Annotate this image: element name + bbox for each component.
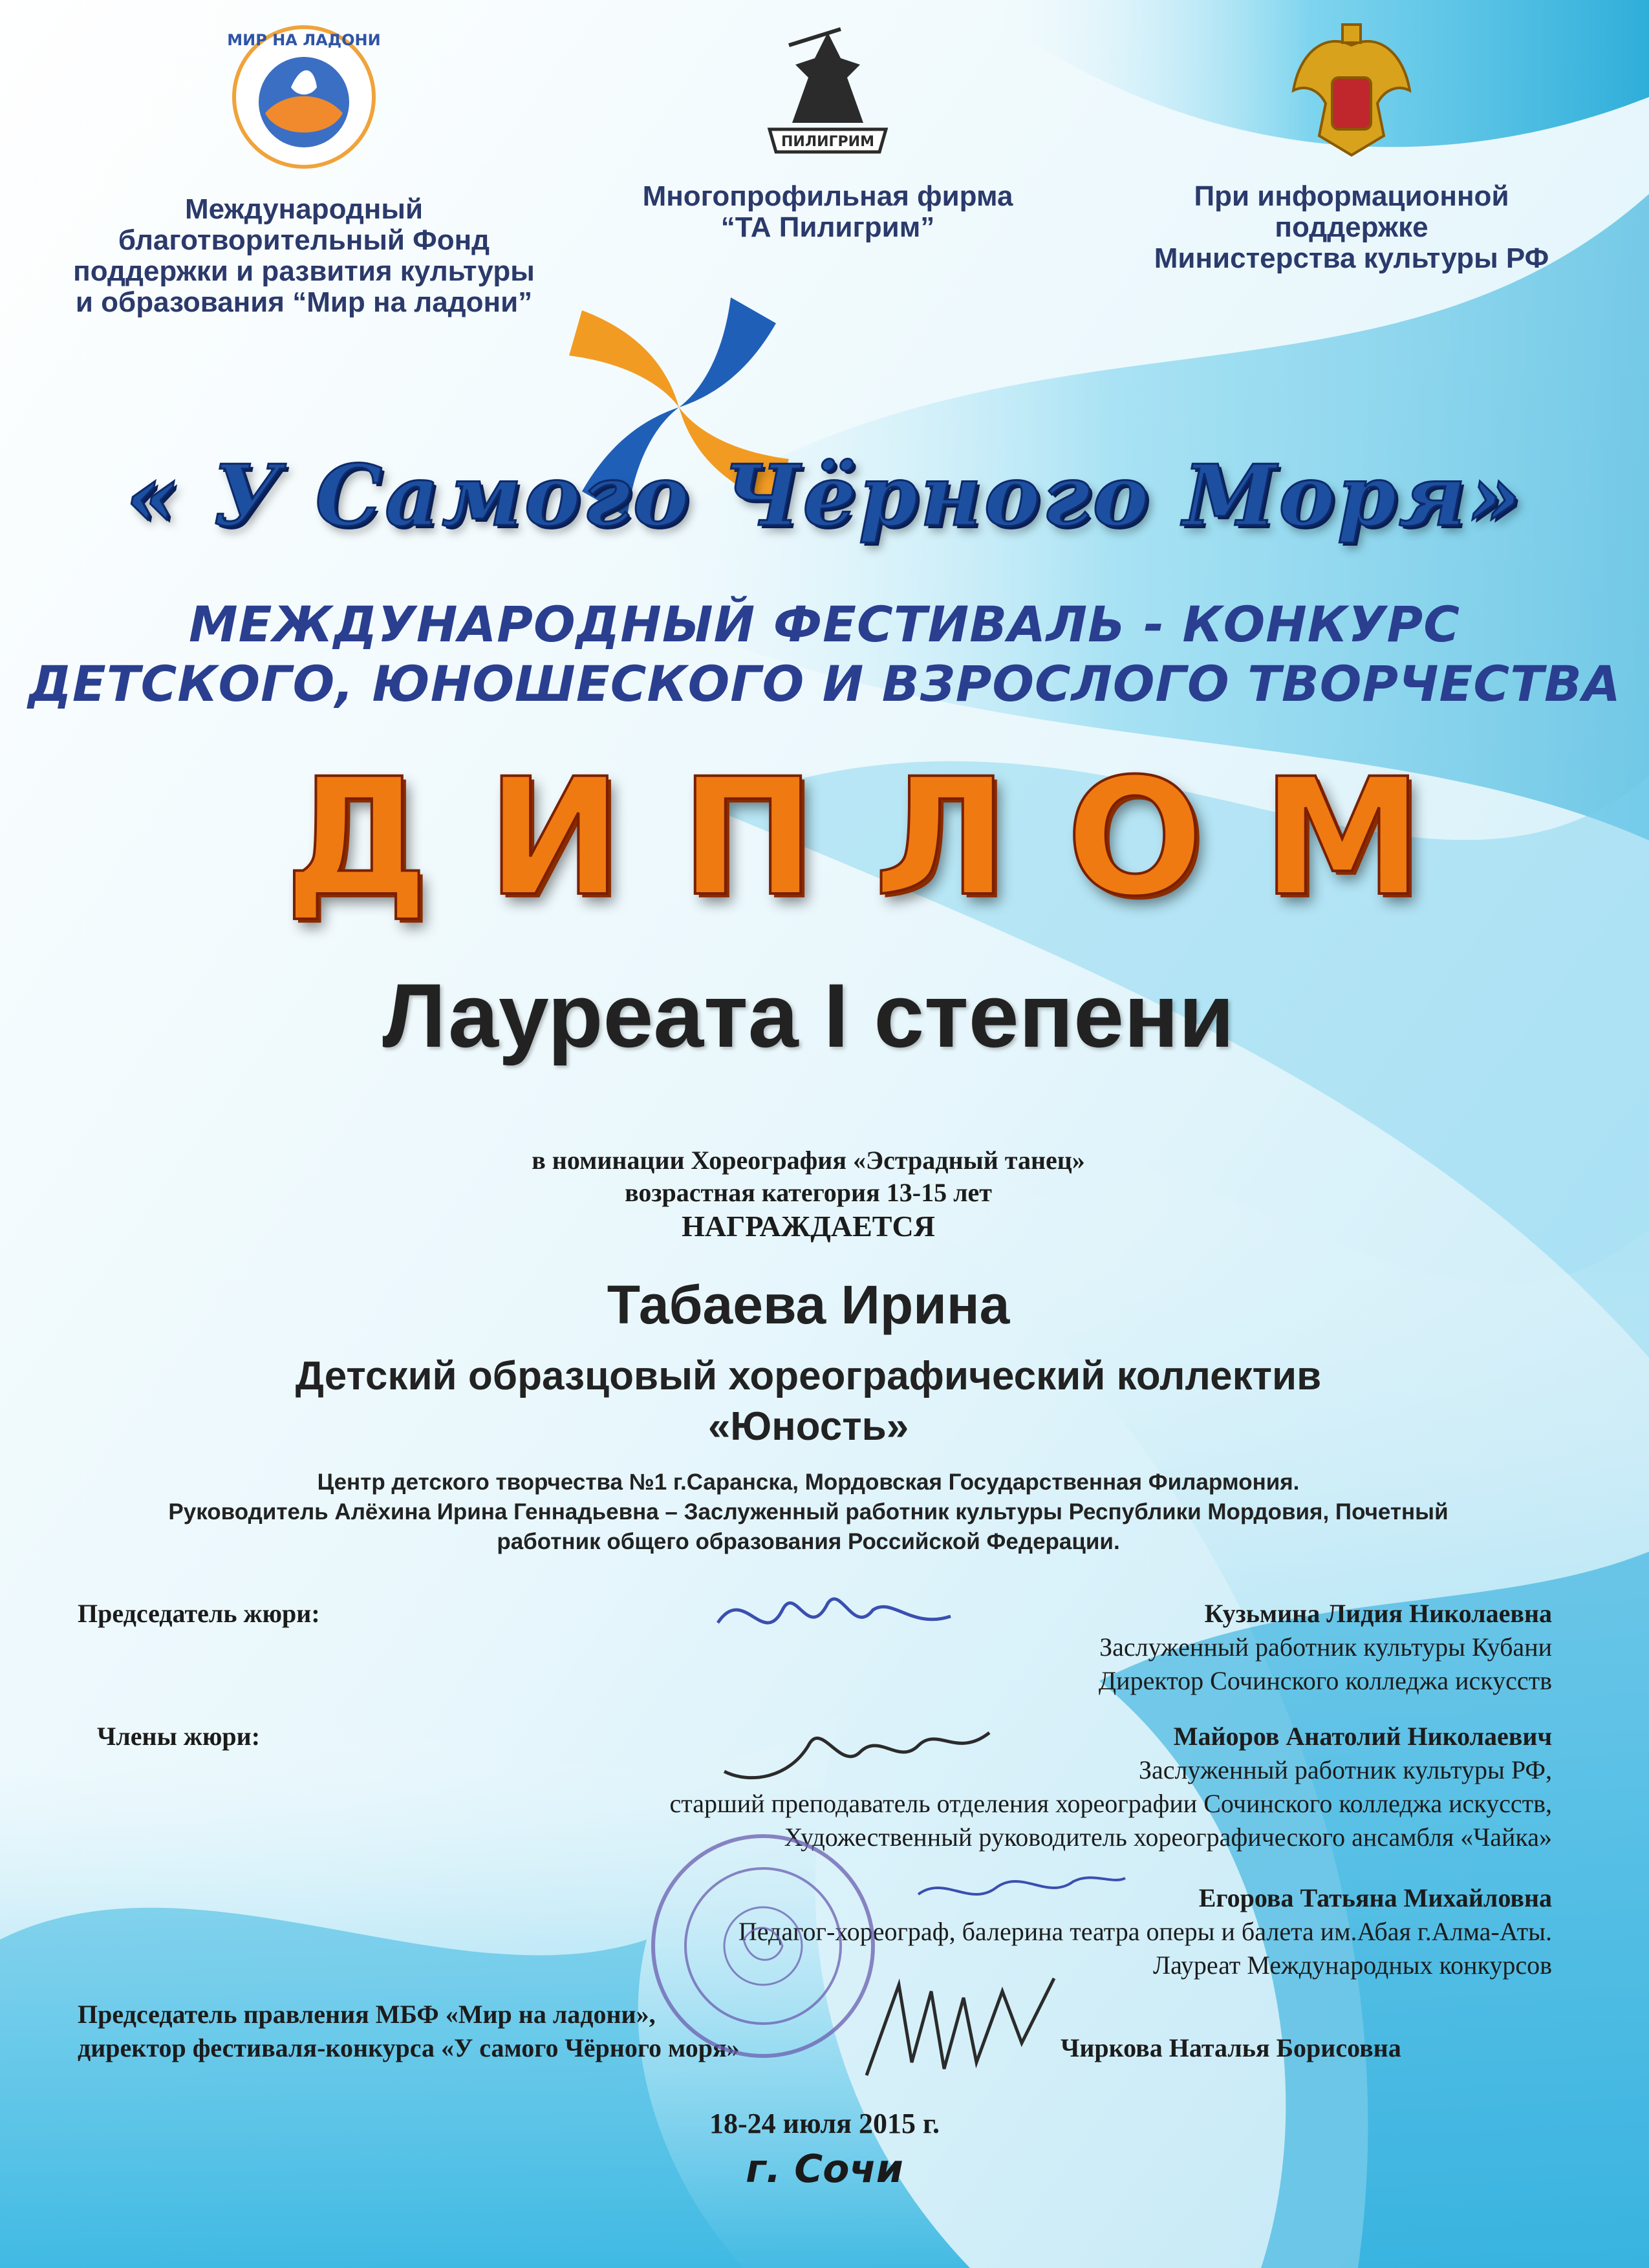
piligrim-logo [750,19,905,168]
nomination-block [0,1144,1617,1244]
organization-stamp [647,1830,879,2062]
info-line2: Руководитель Алёхина Ирина Геннадьевна – Заслуженный работник культуры Республики Мордовия, Почетный [168,1499,1449,1524]
diploma-heading: ДИПЛОМ [284,744,1482,932]
sponsor-left-line1: Международный [184,193,424,225]
signature-member1 [711,1707,1002,1797]
collective [0,1351,1617,1452]
sponsor-middle-line2: “ТА Пилигрим” [720,211,935,243]
sponsor-right-line2: поддержке [1275,211,1428,243]
sponsor-left-line2: благотворительный Фонд [118,224,490,256]
signature-board [860,1965,1067,2095]
institution-info [0,1468,1617,1557]
jury-member2-title1: Педагог-хореограф, балерина театра оперы и балета им.Абая г.Алма-Аты. [738,1917,1552,1946]
collective-line1: Детский образцовый хореографический коллектив [295,1354,1322,1398]
board-line2: директор фестиваля-конкурса «У самого Чёрного моря» [78,2033,740,2062]
festival-subtitle-line2: ДЕТСКОГО, ЮНОШЕСКОГО И ВЗРОСЛОГО ТВОРЧЕСТВА [28,655,1621,712]
sponsor-right-line1: При информационной [1194,180,1509,212]
laureate-degree: Лауреата I степени [382,965,1234,1066]
jury-member1-name: Майоров Анатолий Николаевич [1173,1722,1552,1751]
jury-chair-title1: Заслуженный работник культуры Кубани [1099,1632,1552,1662]
info-line1: Центр детского творчества №1 г.Саранска, Мордовская Государственная Филармония. [317,1470,1300,1495]
info-line3: работник общего образования Российской Федерации. [497,1529,1120,1554]
festival-subtitle-line1: МЕЖДУНАРОДНЫЙ ФЕСТИВАЛЬ - КОНКУРС [189,595,1460,653]
recipient-name: Табаева Ирина [607,1274,1010,1335]
logo-text: ПИЛИГРИМ [781,134,874,150]
collective-line2: «Юность» [707,1404,909,1449]
festival-title: « У Самого Чёрного Моря» [125,446,1524,545]
board-line1: Председатель правления МБФ «Мир на ладони», [78,2000,656,2029]
jury-members-label: Члены жюри: [97,1722,261,1751]
jury-member1-title3: Художественный руководитель хореографического ансамбля «Чайка» [784,1823,1552,1852]
sponsor-right-line3: Министерства культуры РФ [1154,242,1549,274]
jury-member1-title1: Заслуженный работник культуры РФ, [1138,1755,1552,1784]
sponsor-middle [582,19,1073,243]
sponsor-left-line3: поддержки и развития культуры [73,255,535,287]
awarded-label: НАГРАЖДАЕТСЯ [682,1210,935,1243]
jury-chair-label: Председатель жюри: [78,1599,320,1628]
nomination: в номинации Хореография «Эстрадный танец» [532,1146,1085,1175]
russian-coat-of-arms-icon [1280,19,1423,168]
sponsor-left [39,19,569,318]
board-chair-name: Чиркова Наталья Борисовна [1061,2033,1401,2062]
sponsor-right [1086,19,1617,274]
sponsor-middle-line1: Многопрофильная фирма [642,180,1013,212]
logo-text: МИР НА ЛАДОНИ [227,31,381,49]
jury-member2-title2: Лауреат Международных конкурсов [1152,1951,1552,1980]
jury-member2-name: Егорова Татьяна Михайловна [1198,1883,1552,1912]
signature-chair [705,1571,964,1662]
jury-member1-title2: старший преподаватель отделения хореографии Сочинского колледжа искусств, [669,1789,1552,1818]
festival-city: г. Сочи [746,2146,903,2192]
sponsor-left-line4: и образования “Мир на ладони” [75,286,533,318]
mir-na-ladoni-logo [226,19,382,175]
festival-subtitle [0,595,1649,714]
festival-dates: 18-24 июля 2015 г. [709,2108,940,2139]
age-category: возрастная категория 13-15 лет [625,1178,992,1207]
signature-member2 [905,1856,1132,1920]
jury-chair-title2: Директор Сочинского колледжа искусств [1098,1666,1552,1695]
jury-chair-name: Кузьмина Лидия Николаевна [1204,1599,1552,1628]
